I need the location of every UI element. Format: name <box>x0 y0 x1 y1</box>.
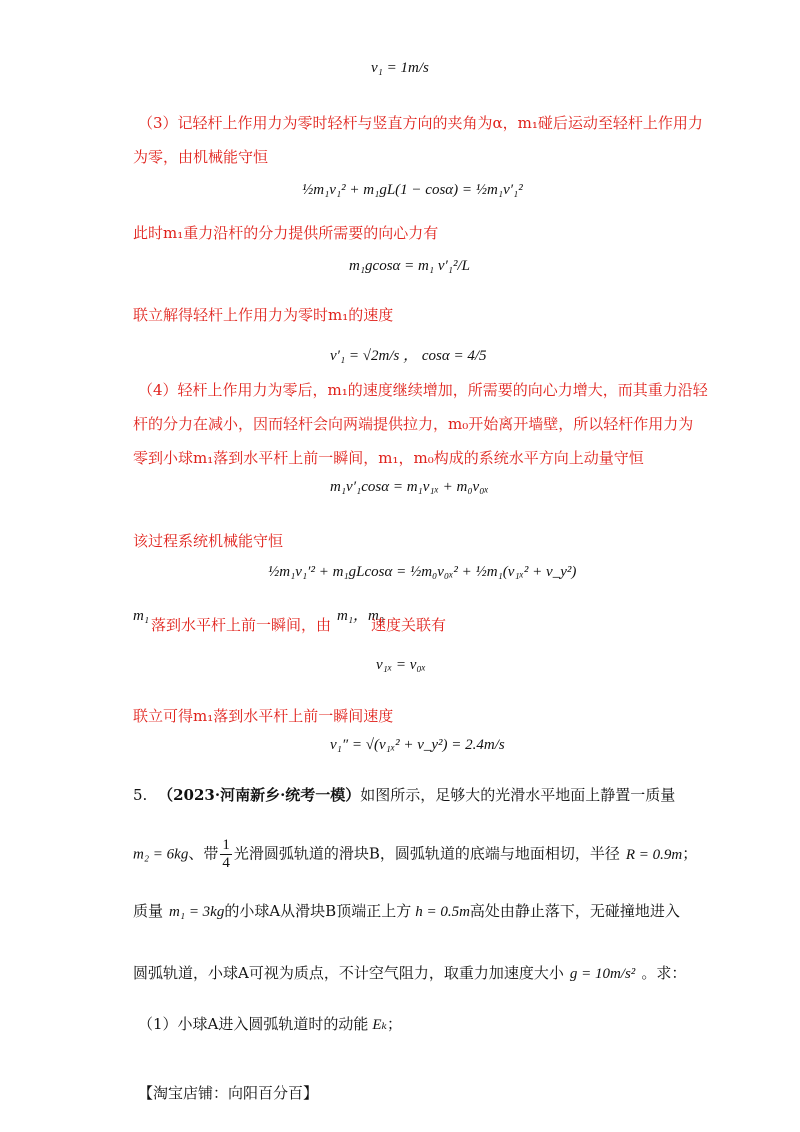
question-line4b: 。求： <box>641 964 687 982</box>
gravity-value: g = 10m/s² <box>569 966 636 982</box>
mass-m2: m₂ = 6kg <box>133 846 189 863</box>
question-line4 <box>133 962 686 985</box>
solution-p4-fall: 落到水平杆上前一瞬间，由 <box>151 616 332 634</box>
equation-momentum: m₁v′₁cosα = m₁v₁ₓ + m₀v₀ₓ <box>330 479 489 495</box>
equation-centripetal: m₁gcosα = m₁ v′₁²/L <box>349 258 470 274</box>
question-sub1-text: （1）小球A进入圆弧轨道时的动能 <box>138 1015 369 1033</box>
solution-p3-centripetal: 此时m₁重力沿杆的分力提供所需要的向心力有 <box>133 224 439 242</box>
equation-vrel: v₁ₓ = v₀ₓ <box>376 657 426 673</box>
equation-v1: v₁ = 1m/s <box>371 60 429 76</box>
solution-p4-velocity: 速度关联有 <box>371 616 447 634</box>
question-line3 <box>133 900 680 923</box>
question-line3b: 的小球A从滑块B顶端正上方 <box>224 902 412 920</box>
footer-shop-label: 【淘宝店铺：向阳百分百】 <box>138 1084 319 1102</box>
solution-p4-line3: 零到小球m₁落到水平杆上前一瞬间，m₁，m₀构成的系统水平方向上动量守恒 <box>133 449 644 467</box>
question-source: （2023·河南新乡·统考一模） <box>158 786 361 804</box>
solution-p4-final: 联立可得m₁落到水平杆上前一瞬间速度 <box>133 707 394 725</box>
solution-p3-line1: （3）记轻杆上作用力为零时轻杆与竖直方向的夹角为α，m₁碰后运动至轻杆上作用力 <box>138 114 703 132</box>
label-m1-m0: m₁，m₀ <box>337 608 385 624</box>
question-sub1 <box>138 1013 402 1036</box>
equation-v1prime: v′₁ = √2m/s ， cosα = 4/5 <box>330 348 487 364</box>
solution-p3-solve: 联立解得轻杆上作用力为零时m₁的速度 <box>133 306 394 324</box>
question-line1: 如图所示，足够大的光滑水平地面上静置一质量 <box>360 786 676 804</box>
label-m1: m₁ <box>133 608 150 624</box>
solution-p4-line1: （4）轻杆上作用力为零后，m₁的速度继续增加，所需要的向心力增大，而其重力沿轻 <box>138 381 708 399</box>
height-value: h = 0.5m <box>415 904 470 920</box>
semicolon: ； <box>682 844 698 863</box>
question-line2a: 、带 <box>188 844 219 863</box>
question-number: 5. <box>133 786 148 804</box>
quarter-fraction: $\frac{1}{4}$ <box>222 837 230 871</box>
radius-value: R = 0.9m <box>625 846 683 863</box>
kinetic-energy-symbol: Eₖ <box>372 1017 388 1033</box>
equation-final: v₁″ = √(v₁ₓ² + v_y²) = 2.4m/s <box>330 737 505 753</box>
question-header <box>133 784 675 806</box>
solution-p4-line2: 杆的分力在减小，因而轻杆会向两端提供拉力，m₀开始离开墙壁，所以轻杆作用力为 <box>133 415 694 433</box>
solution-p4-energy: 该过程系统机械能守恒 <box>133 532 284 550</box>
equation-energy: ½m₁v₁² + m₁gL(1 − cosα) = ½m₁v′₁² <box>302 182 523 198</box>
solution-p3-line2: 为零，由机械能守恒 <box>133 148 269 166</box>
equation-energy2: ½m₁v₁′² + m₁gLcosα = ½m₀v₀ₓ² + ½m₁(v₁ₓ² + v_y²) <box>268 564 577 580</box>
question-sub1-end: ； <box>387 1015 403 1033</box>
mass-m1: m₁ = 3kg <box>169 904 225 920</box>
question-line2b: 光滑圆弧轨道的滑块B，圆弧轨道的底端与地面相切，半径 <box>233 844 620 863</box>
question-line2 <box>133 837 697 872</box>
question-line3a: 质量 <box>133 902 164 920</box>
question-line4a: 圆弧轨道，小球A可视为质点，不计空气阻力，取重力加速度大小 <box>133 964 564 982</box>
question-line3c: 高处由静止落下，无碰撞地进入 <box>469 902 680 920</box>
